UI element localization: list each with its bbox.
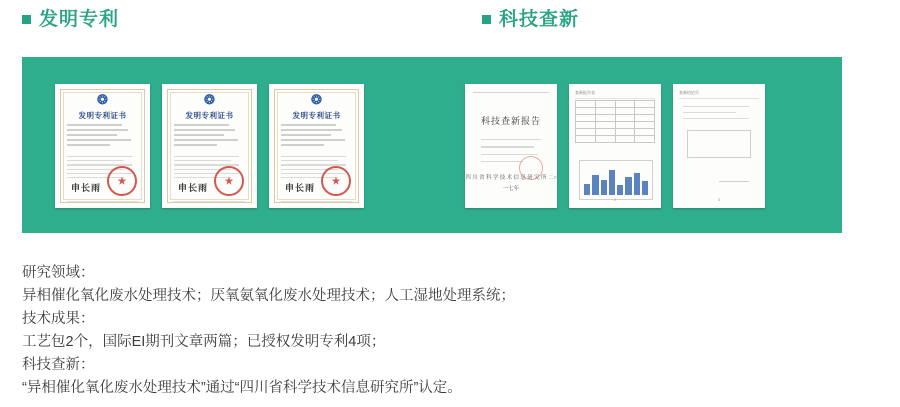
- red-seal-icon: [321, 166, 351, 196]
- report-conclusion-box: [687, 130, 751, 158]
- patent-certificate-thumbnail: [269, 84, 364, 208]
- report-page-header: 查新报告表: [575, 90, 655, 99]
- novelty-report-table-thumbnail: [569, 84, 661, 208]
- patent-footer-rule: [174, 201, 245, 202]
- report-page-number: 2: [613, 197, 617, 202]
- patent-thumbnail-group: [55, 84, 364, 208]
- report-signature-rule: [719, 181, 749, 182]
- patent-signature: 申长雨: [178, 183, 209, 193]
- report-data-table: [575, 100, 655, 143]
- summary-line: 科技查新：: [22, 357, 95, 373]
- red-seal-icon: [107, 166, 137, 196]
- heading-invention-patent-label: 发明专利: [39, 9, 120, 30]
- report-page-number: 3: [717, 197, 721, 202]
- report-chart: [579, 160, 653, 200]
- novelty-report-cover-thumbnail: [465, 84, 557, 208]
- national-emblem-icon: ❂: [204, 92, 215, 107]
- report-issuer: 四 川 省 科 学 技 术 信 息 研 究 所 二○一七年: [465, 175, 557, 192]
- report-page-header: 查新结论页: [679, 90, 759, 99]
- square-marker-icon: [482, 15, 491, 24]
- patent-text-lines: [174, 124, 245, 149]
- summary-line: 工艺包2个，国际EI期刊文章两篇；已授权发明专利4项；: [22, 334, 386, 350]
- heading-novelty-search-label: 科技查新: [499, 9, 580, 30]
- summary-line: 研究领域：: [22, 265, 95, 281]
- patent-footer-rule: [67, 201, 138, 202]
- summary-line: “异相催化氧化废水处理技术”通过“四川省科学技术信息研究所”认定。: [22, 380, 462, 396]
- patent-certificate-thumbnail: [162, 84, 257, 208]
- section-headings: [0, 10, 900, 44]
- patent-signature: 申长雨: [285, 183, 316, 193]
- patent-signature: 申长雨: [71, 183, 102, 193]
- national-emblem-icon: ❂: [97, 92, 108, 107]
- summary-line: 异相催化氧化废水处理技术；厌氧氨氧化废水处理技术；人工湿地处理系统；: [22, 288, 515, 304]
- patent-text-lines: [67, 124, 138, 149]
- report-text-lines: [683, 106, 755, 124]
- patent-certificate-thumbnail: [55, 84, 150, 208]
- heading-novelty-search: [482, 10, 579, 29]
- patent-title: 发明专利证书: [185, 111, 234, 120]
- heading-invention-patent: [22, 10, 119, 29]
- national-emblem-icon: ❂: [311, 92, 322, 107]
- report-title: 科技查新报告: [480, 116, 541, 126]
- report-chart-bars: [584, 167, 648, 195]
- novelty-report-thumbnail-group: [465, 84, 765, 208]
- patent-text-lines: [281, 124, 352, 149]
- summary-line: 技术成果：: [22, 311, 95, 327]
- red-seal-icon: [214, 166, 244, 196]
- square-marker-icon: [22, 15, 31, 24]
- patent-title: 发明专利证书: [78, 111, 127, 120]
- patent-footer-rule: [281, 201, 352, 202]
- certificate-band: [22, 57, 842, 233]
- report-header-rule: [473, 92, 549, 93]
- summary-text: [22, 262, 882, 400]
- patent-title: 发明专利证书: [292, 111, 341, 120]
- novelty-report-conclusion-thumbnail: [673, 84, 765, 208]
